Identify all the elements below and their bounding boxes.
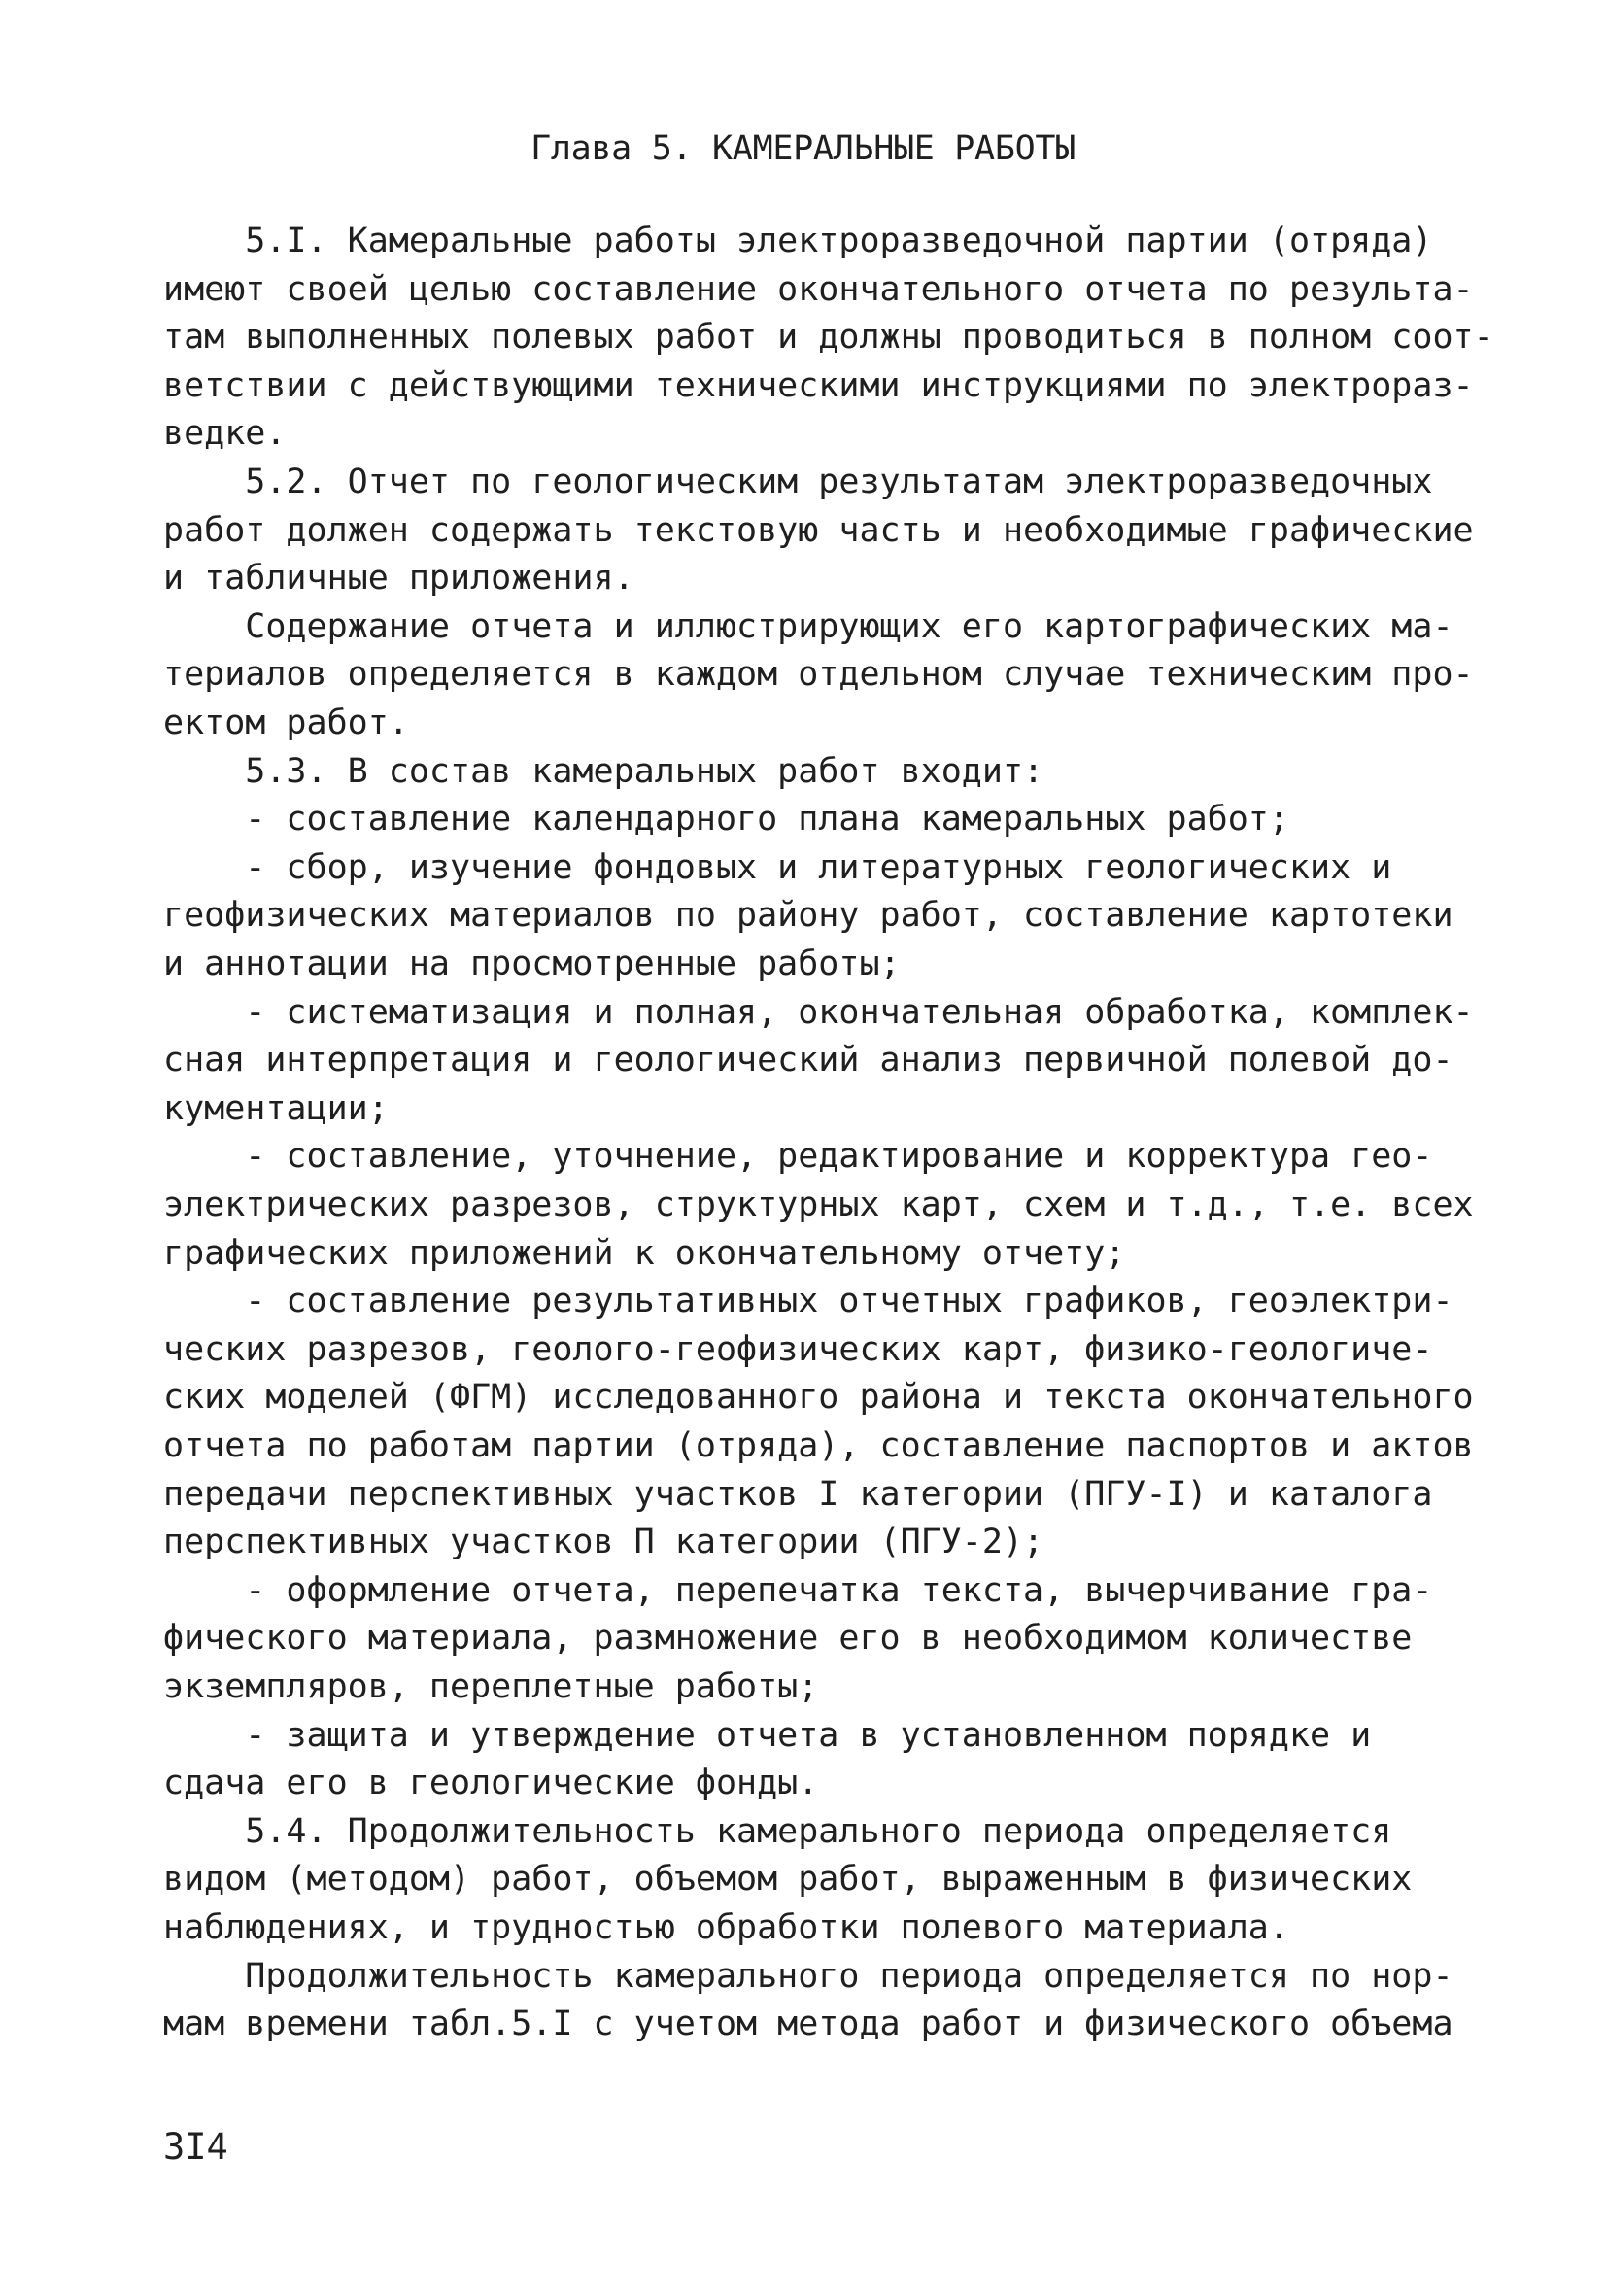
text-line: отчета по работам партии (отряда), составление паспортов и актов <box>163 1426 1474 1465</box>
text-line: кументации; <box>163 1088 389 1128</box>
text-line: - составление результативных отчетных графиков, геоэлектри- <box>163 1282 1453 1321</box>
text-line: - систематизация и полная, окончательная обработка, комплек- <box>163 992 1474 1032</box>
text-line: ческих разрезов, геолого-геофизических карт, физико-геологиче- <box>163 1329 1433 1369</box>
text-line: экземпляров, переплетные работы; <box>163 1667 819 1706</box>
text-line: ектом работ. <box>163 703 409 742</box>
text-line: электрических разрезов, структурных карт, схем и т.д., т.е. всех <box>163 1185 1474 1224</box>
text-line: геофизических материалов по району работ, составление картотеки <box>163 896 1453 936</box>
text-line: - защита и утверждение отчета в установленном порядке и <box>163 1715 1372 1755</box>
text-line: ских моделей (ФГМ) исследованного района и текста окончательного <box>163 1378 1474 1418</box>
text-line: 5.4. Продолжительность камерального периода определяется <box>163 1811 1392 1851</box>
text-line: мам времени табл.5.I с учетом метода работ и физического объема <box>163 2005 1453 2044</box>
text-line: фического материала, размножение его в необходимом количестве <box>163 1619 1413 1659</box>
text-line: передачи перспективных участков I категории (ПГУ-I) и каталога <box>163 1474 1433 1514</box>
text-line: ветствии с действующими техническими инструкциями по электрораз- <box>163 365 1474 405</box>
page-number: 3I4 <box>163 2126 228 2168</box>
text-line: видом (методом) работ, объемом работ, выраженным в физических <box>163 1860 1413 1900</box>
text-line: сдача его в геологические фонды. <box>163 1764 819 1803</box>
text-line: 5.3. В состав камеральных работ входит: <box>163 751 1044 791</box>
text-line: имеют своей целью составление окончательного отчета по результа- <box>163 269 1474 309</box>
text-line: - оформление отчета, перепечатка текста, вычерчивание гра- <box>163 1570 1433 1610</box>
text-line: наблюдениях, и трудностью обработки полевого материала. <box>163 1908 1289 1947</box>
text-line: графических приложений к окончательному отчету; <box>163 1233 1126 1273</box>
text-line: териалов определяется в каждом отдельном случае техническим про- <box>163 655 1474 695</box>
text-line: сная интерпретация и геологический анализ первичной полевой до- <box>163 1041 1453 1080</box>
text-line: ведке. <box>163 414 287 454</box>
chapter-title: Глава 5. КАМЕРАЛЬНЫЕ РАБОТЫ <box>530 129 1076 168</box>
text-line: и аннотации на просмотренные работы; <box>163 944 901 983</box>
text-line: Содержание отчета и иллюстрирующих его картографических ма- <box>163 606 1453 646</box>
text-line: перспективных участков П категории (ПГУ-2); <box>163 1523 1044 1562</box>
text-line: - составление календарного плана камеральных работ; <box>163 800 1289 840</box>
text-line: 5.2. Отчет по геологическим результатам электроразведочных <box>163 463 1433 501</box>
text-line: Продолжительность камерального периода определяется по нор- <box>163 1956 1453 1996</box>
text-line: - сбор, изучение фондовых и литературных геологических и <box>163 847 1392 887</box>
text-line: 5.I. Камеральные работы электроразведочной партии (отряда) <box>163 222 1433 260</box>
text-line: работ должен содержать текстовую часть и необходимые графические <box>163 510 1474 550</box>
text-line: там выполненных полевых работ и должны проводиться в полном соот- <box>163 318 1494 358</box>
text-line: и табличные приложения. <box>163 559 634 599</box>
text-line: - составление, уточнение, редактирование и корректура гео- <box>163 1137 1433 1177</box>
